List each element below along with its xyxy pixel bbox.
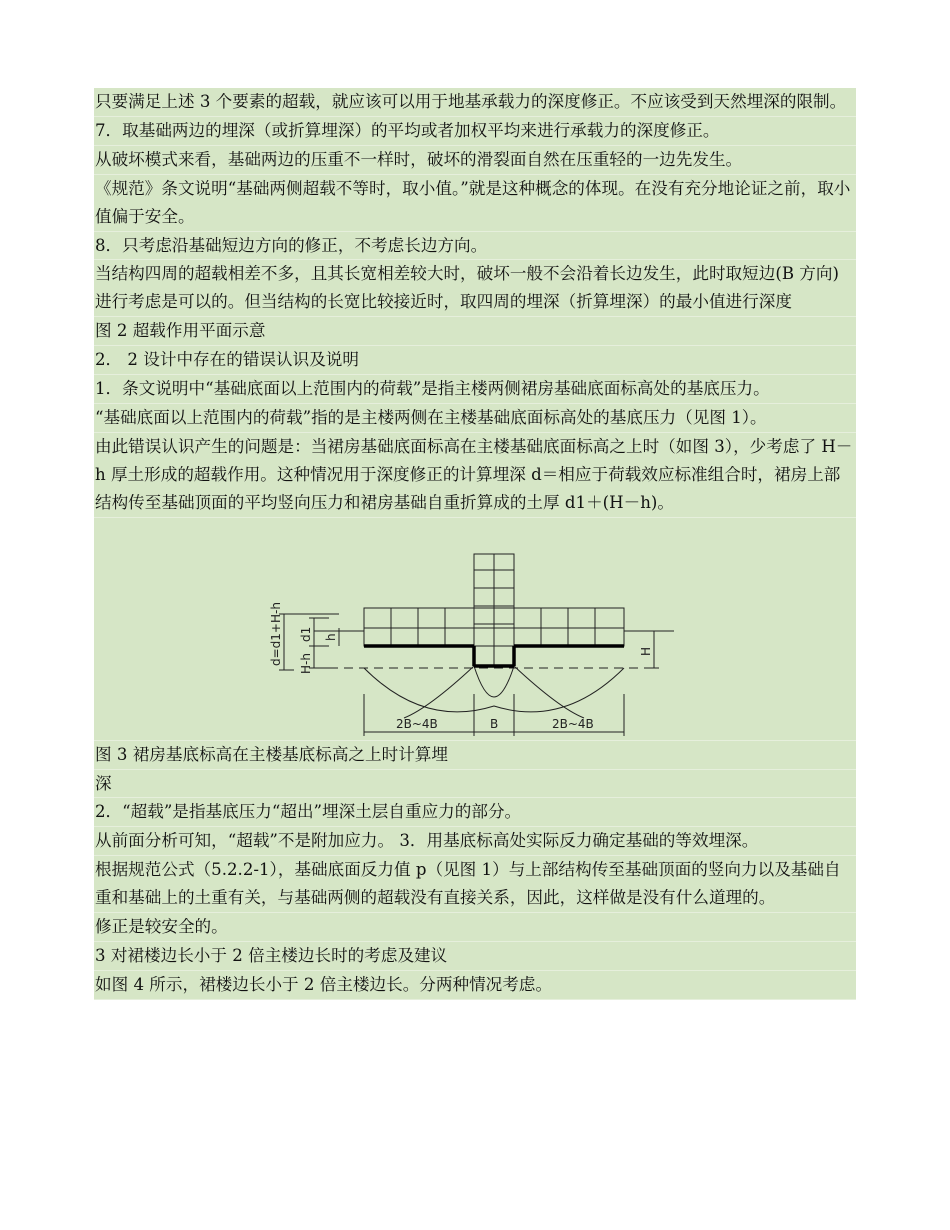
section-heading: 3 对裙楼边长小于 2 倍主楼边长时的考虑及建议 [94, 942, 856, 971]
figure-3-caption: 图 3 裙房基底标高在主楼基底标高之上时计算埋 [94, 741, 856, 770]
paragraph: “基础底面以上范围内的荷载”指的是主楼两侧在主楼基础底面标高处的基底压力（见图 1）。 [94, 404, 856, 433]
label-right-width: 2B~4B [552, 716, 594, 731]
paragraph: 修正是较安全的。 [94, 913, 856, 942]
figure-3-caption-continued: 深 [94, 770, 856, 799]
paragraph: 由此错误认识产生的问题是：当裙房基础底面标高在主楼基础底面标高之上时（如图 3），少考虑了 H－h 厚土形成的超载作用。这种情况用于深度修正的计算埋深 d＝相应于荷载效应标准组合时，裙房上部结构传至基础顶面的平均竖向压力和裙房基础自重折算成的土厚 d1＋(H－h)。 [94, 433, 856, 518]
paragraph: 2．“超载”是指基底压力“超出”埋深土层自重应力的部分。 [94, 798, 856, 827]
figure-3-diagram [94, 518, 856, 741]
paragraph: 1．条文说明中“基础底面以上范围内的荷载”是指主楼两侧裙房基础底面标高处的基底压力。 [94, 375, 856, 404]
paragraph: 《规范》条文说明“基础两侧超载不等时，取小值。”就是这种概念的体现。在没有充分地论证之前，取小值偏于安全。 [94, 175, 856, 232]
label-left-width: 2B~4B [396, 716, 438, 731]
label-H: H [639, 646, 653, 656]
paragraph: 根据规范公式（5.2.2-1），基础底面反力值 p（见图 1）与上部结构传至基础顶面的竖向力以及基础自重和基础上的土重有关，与基础两侧的超载没有直接关系，因此，这样做是没有什么道理的。 [94, 856, 856, 913]
paragraph: 7．取基础两边的埋深（或折算埋深）的平均或者加权平均来进行承载力的深度修正。 [94, 117, 856, 146]
foundation-section-drawing [94, 518, 856, 740]
paragraph: 如图 4 所示，裙楼边长小于 2 倍主楼边长。分两种情况考虑。 [94, 971, 856, 1000]
document-page [94, 88, 856, 1000]
label-mid-width: B [490, 716, 499, 731]
paragraph: 当结构四周的超载相差不多，且其长宽相差较大时，破坏一般不会沿着长边发生，此时取短边(B 方向)进行考虑是可以的。但当结构的长宽比较接近时，取四周的埋深（折算埋深）的最小值进行深度 [94, 260, 856, 317]
label-d1: d1 [299, 626, 313, 642]
paragraph: 从前面分析可知，“超载”不是附加应力。 3．用基底标高处实际反力确定基础的等效埋深。 [94, 827, 856, 856]
label-h: h [324, 632, 338, 641]
paragraph: 8．只考虑沿基础短边方向的修正，不考虑长边方向。 [94, 232, 856, 261]
label-total-depth: d=d1+H-h [269, 601, 283, 666]
paragraph: 从破坏模式来看，基础两边的压重不一样时，破坏的滑裂面自然在压重轻的一边先发生。 [94, 146, 856, 175]
section-heading: 2． 2 设计中存在的错误认识及说明 [94, 346, 856, 375]
label-H-minus-h: H-h [299, 652, 313, 674]
paragraph: 只要满足上述 3 个要素的超载，就应该可以用于地基承载力的深度修正。不应该受到天然埋深的限制。 [94, 88, 856, 117]
figure-2-caption: 图 2 超载作用平面示意 [94, 317, 856, 346]
